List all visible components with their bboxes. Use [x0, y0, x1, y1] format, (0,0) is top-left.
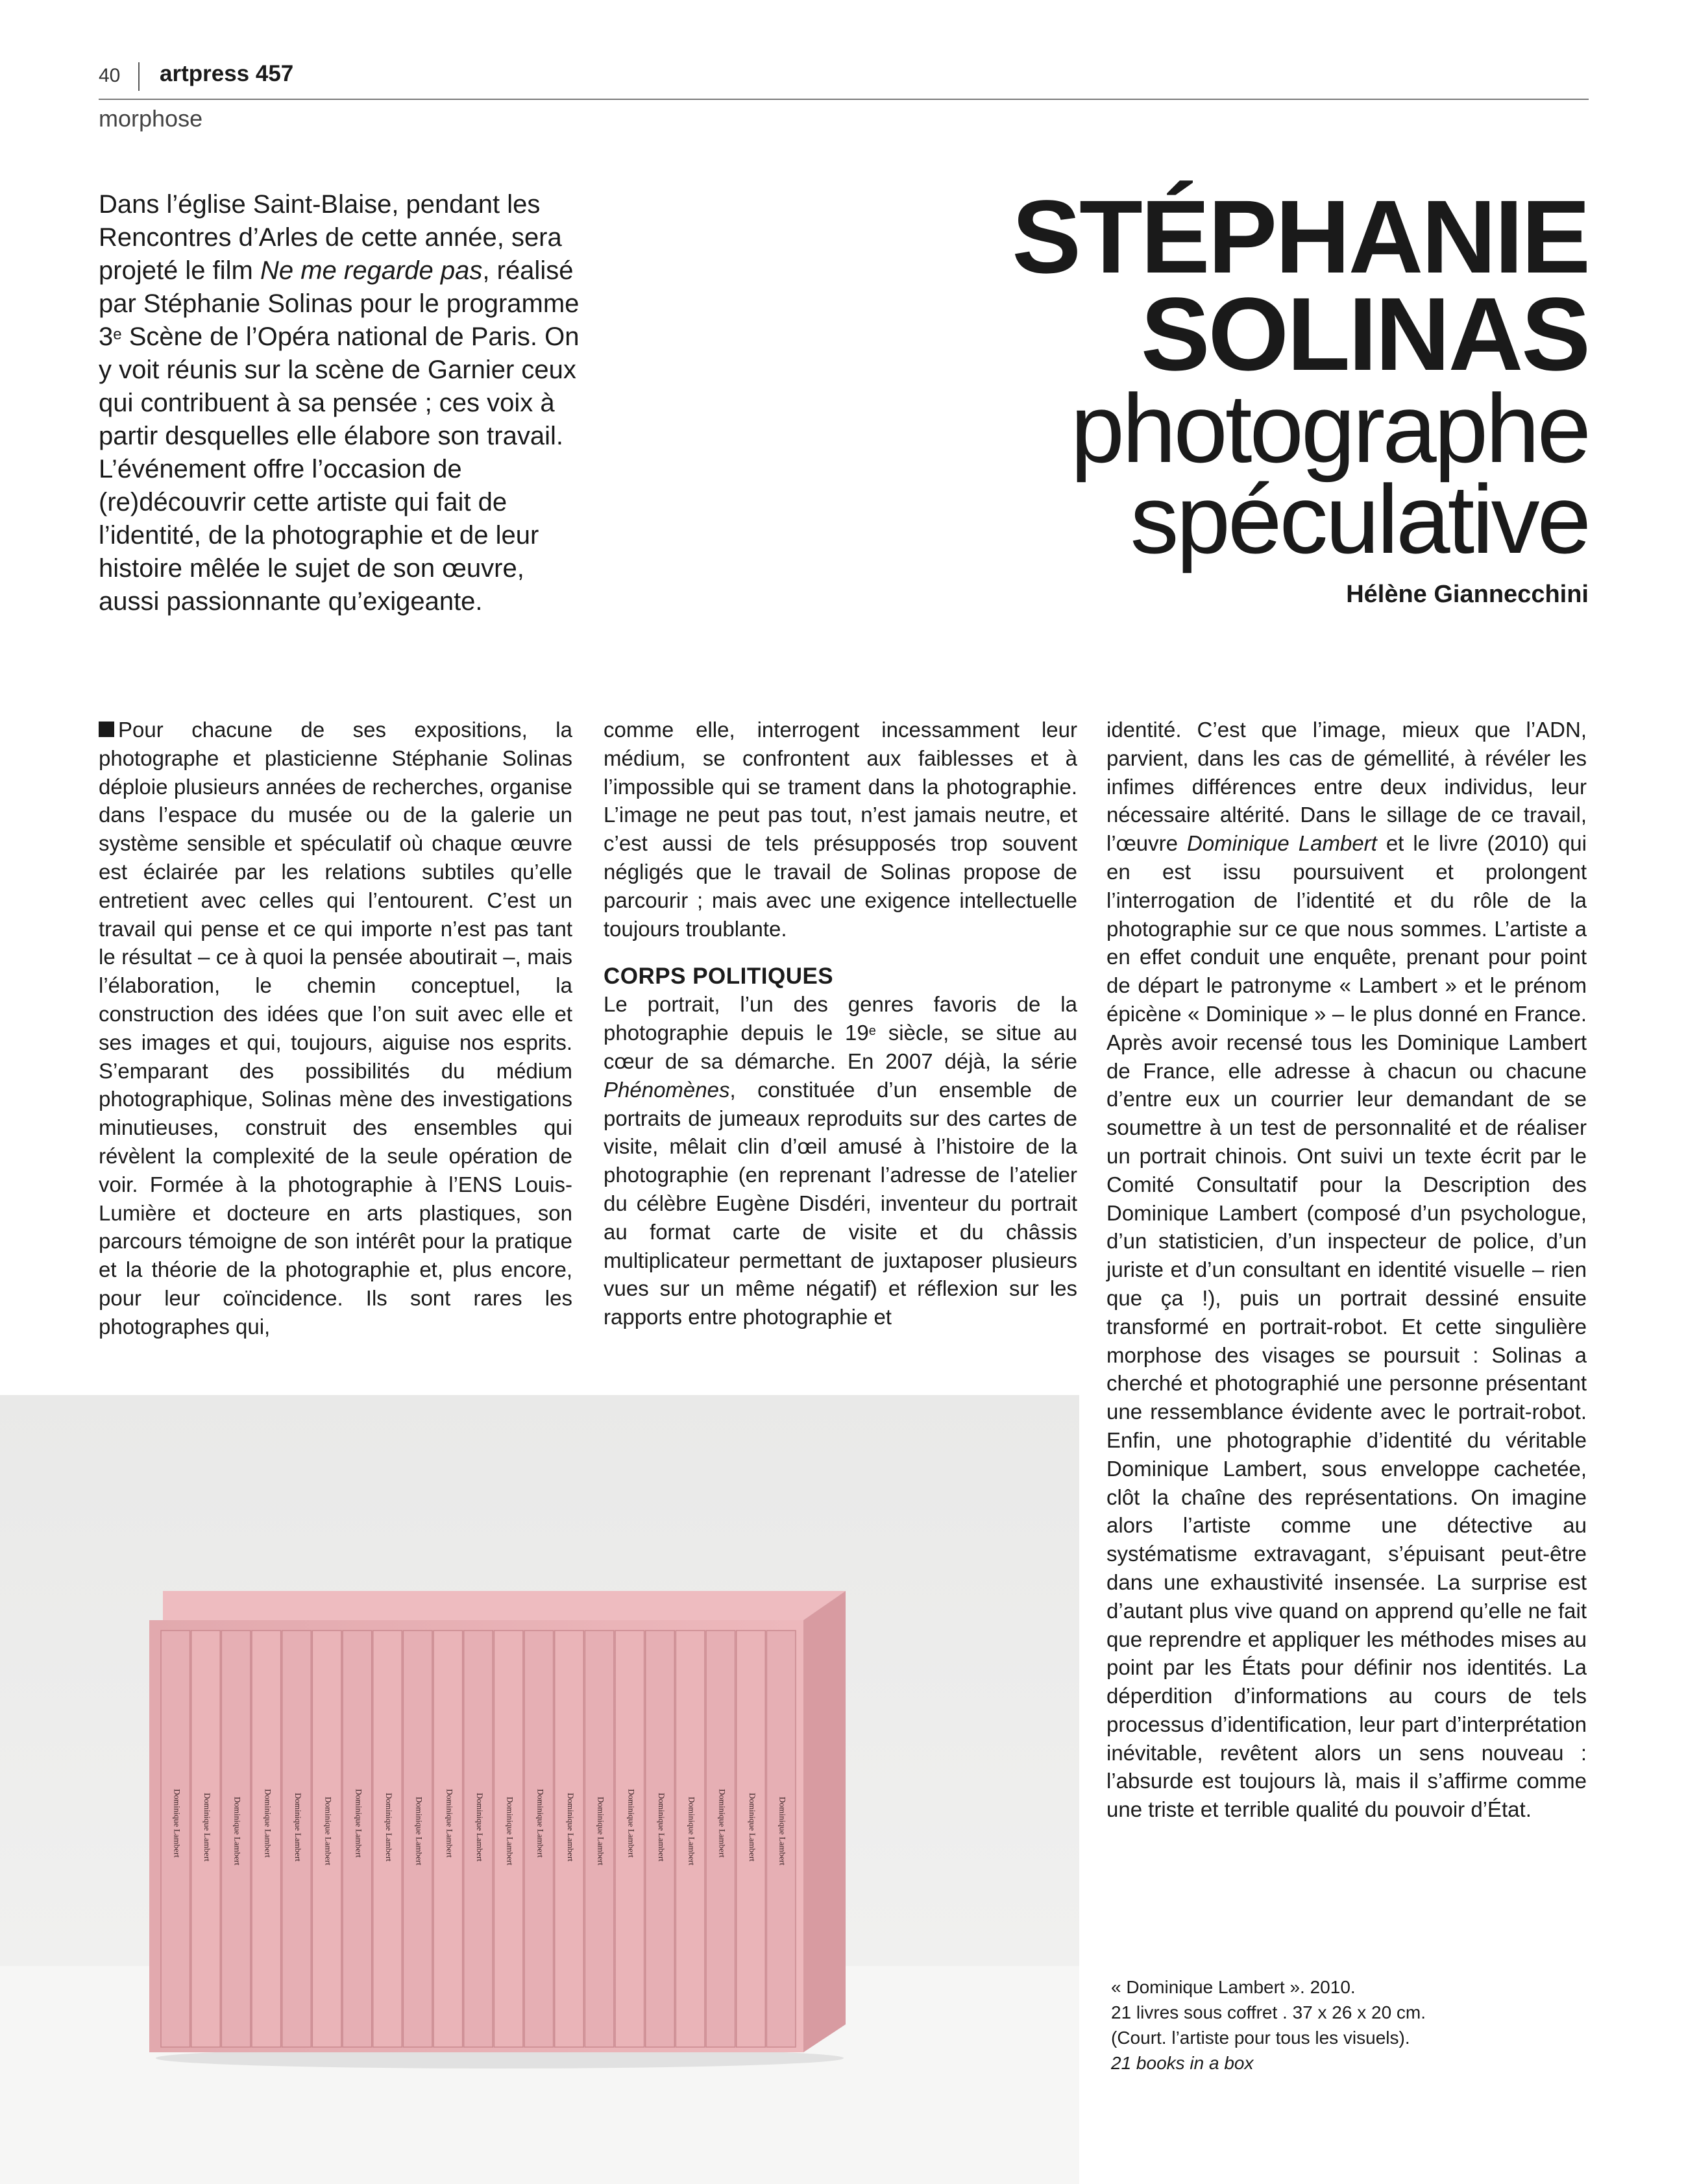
- paragraph-square-icon: [99, 722, 114, 737]
- col3-text-b: et le livre (2010) qui en est issu poursuivent et prolongent l’interrogation de l’identité et du rôle de la photographie sur ce que nous sommes. L’artiste a en effet conduit une enquête, prenant pour point de départ le patronyme « Lambert » et le prénom épicène « Dominique » – le plus donné en France. Après avoir recensé tous les Dominique Lambert de France, elle adresse à chacun ou chacune d’entre eux un courrier leur demandant de se soumettre à un test de personnalité et de réaliser un portrait chinois. Ont suivi un texte écrit par le Comité Consultatif pour la Description des Dominique Lambert (composé d’un psychologue, d’un statisticien, d’un inspecteur de police, d’un juriste et d’un consultant en identité visuelle – rien que ça !), puis un portrait dessiné ensuite transformé en portrait-robot. Et cette singulière morphose des visages se poursuit : Solinas a cherché et photographié une personne présentant une ressemblance évidente avec le portrait-robot. Enfin, une photographie d’identité du véritable Dominique Lambert, sous enveloppe cachetée, clôt la chaîne des représentations. On imagine alors l’artiste comme une détective au systématisme extravagant, s’épuisant peut-être dans une exhaustivité insensée. La surprise est d’autant plus vive quand on apprend qu’elle ne fait que reprendre et appliquer les méthodes mises au point par les États pour définir nos identités. La déperdition d’informations au cours de tels processus d’identification, leur part d’interprétation inévitable, revêtent alors un sens nouveau : l’absurde est toujours là, mais il s’affirme comme une triste et terrible qualité du pouvoir d’État.: [1106, 831, 1587, 1822]
- col2-paragraph-1: comme elle, interrogent incessamment leur médium, se confrontent aux faiblesses et à l’impossible qui se trament dans la photographie. L’image ne peut pas tout, n’est jamais neutre, et c’est aussi de tels présupposés trop souvent négligés que le travail de Solinas propose de parcourir ; mais avec une exigence intellectuelle toujours troublante.: [604, 718, 1077, 941]
- spine-label: Dominique Lambert: [445, 1789, 455, 1858]
- col2-paragraph-2: [604, 990, 1077, 1331]
- spine-label: Dominique Lambert: [263, 1789, 273, 1858]
- photo-caption: [1111, 1974, 1426, 2076]
- subtitle-line-2: spéculative: [1130, 465, 1589, 574]
- intro-text-1: Dans l’église Saint-Blaise, pendant les Rencontres d’Arles de cette année, sera projeté le film: [99, 190, 562, 285]
- book-spines: [161, 1631, 796, 2047]
- artwork-photo: [0, 1395, 1079, 2184]
- spine-label: Dominique Lambert: [354, 1789, 364, 1858]
- spine-label: Dominique Lambert: [657, 1793, 667, 1862]
- body-column-3: [1106, 716, 1587, 1824]
- body-column-1: [99, 716, 572, 1341]
- spine-label: Dominique Lambert: [748, 1793, 758, 1862]
- spine-label: Dominique Lambert: [414, 1797, 424, 1865]
- spine-label: Dominique Lambert: [232, 1797, 243, 1865]
- spine-label: Dominique Lambert: [626, 1789, 637, 1858]
- col3-text-a: identité. C’est que l’image, mieux que l’ADN, parvient, dans les cas de gémellité, à révéler les infimes différences entre deux individus, leur nécessaire altérité. Dans le sillage de ce travail, l’œuvre: [1106, 718, 1587, 856]
- spine-label: Dominique Lambert: [717, 1789, 727, 1858]
- body-column-2: [604, 716, 1077, 1331]
- intro-film-title: Ne me regarde pas: [260, 256, 483, 285]
- spine-label: Dominique Lambert: [172, 1789, 182, 1858]
- caption-line-3: (Court. l’artiste pour tous les visuels).: [1111, 2028, 1410, 2048]
- header-rule: [99, 99, 1589, 100]
- intro-text-2: , réalisé par Stéphanie Solinas pour le programme 3: [99, 256, 580, 351]
- section-label: morphose: [99, 105, 203, 132]
- caption-line-1: « Dominique Lambert ». 2010.: [1111, 1977, 1356, 1997]
- spine-label: Dominique Lambert: [596, 1797, 606, 1865]
- spine-label: Dominique Lambert: [475, 1793, 485, 1862]
- spine-label: Dominique Lambert: [535, 1789, 546, 1858]
- col2-ordinal: e: [868, 1024, 876, 1039]
- spine-label: Dominique Lambert: [384, 1793, 395, 1862]
- article-title: [1012, 178, 1589, 574]
- box-side: [803, 1591, 846, 2052]
- magazine-title: artpress 457: [160, 61, 294, 86]
- page-number: 40: [99, 65, 121, 86]
- caption-line-4: [1111, 2050, 1426, 2076]
- author-byline: Hélène Giannecchini: [1346, 581, 1589, 608]
- col1-text: Pour chacune de ses expositions, la photographe et plasticienne Stéphanie Solinas déploie plusieurs années de recherches, organise dans l’espace du musée ou de la galerie un système sensible et spéculatif où chaque œuvre est éclairée par les relations subtiles qu’elle entretient avec celles qui l’entourent. C’est un travail qui pense et ce qui importe n’est pas tant le résultat – ce à quoi la pensée aboutirait –, mais l’élaboration, le chemin conceptuel, la construction des idées que l’on suit avec elle et ses images et qui, toujours, aiguise nos esprits. S’emparant des possibilités du médium photographique, Solinas mène des investigations minutieuses, construit des ensembles qui révèlent la complexité de la seule opération de voir. Formée à la photographie à l’ENS Louis-Lumière et docteure en arts plastiques, son parcours témoigne de son intérêt pour la pratique et la théorie de la photographie et, plus encore, pour leur coïncidence. Ils sont rares les photographes qui,: [99, 718, 572, 1339]
- section-heading: CORPS POLITIQUES: [604, 964, 834, 989]
- spine-label: Dominique Lambert: [323, 1797, 334, 1865]
- title-line-1: STÉPHANIE: [1012, 178, 1589, 295]
- spine-label: Dominique Lambert: [505, 1797, 515, 1865]
- caption-translation: 21 books in a box: [1111, 2053, 1254, 2073]
- col2-p2-text-b: siècle, se situe au cœur de sa démarche. En 2007 déjà, la série: [604, 1021, 1077, 1073]
- series-title: Phénomènes: [604, 1077, 730, 1102]
- caption-line-2: 21 livres sous coffret . 37 x 26 x 20 cm.: [1111, 2002, 1426, 2022]
- title-line-2: SOLINAS: [1140, 276, 1589, 392]
- spine-label: Dominique Lambert: [777, 1797, 788, 1865]
- box-top: [163, 1591, 846, 1620]
- intro-text-3: Scène de l’Opéra national de Paris. On y voit réunis sur la scène de Garnier ceux qui contribuent à sa pensée ; ces voix à partir desquelles elle élabore son travail. L’événement offre l’occasion de (re)découvrir cette artiste qui fait de l’identité, de la photographie et de leur histoire mêlée le sujet de son œuvre, aussi passionnante qu’exigeante.: [99, 322, 580, 616]
- col2-p2-text-c: , constituée d’un ensemble de portraits de jumeaux reproduits sur des cartes de visite, mêlait clin d’œil amusé à l’histoire de la photographie (en reprenant l’adresse de l’atelier du célèbre Eugène Disdéri, inventeur du portrait au format carte de visite et du châssis multiplicateur permettant de juxtaposer plusieurs vues sur un même négatif) et réflexion sur les rapports entre photographie et: [604, 1077, 1077, 1329]
- spine-label: Dominique Lambert: [202, 1793, 213, 1862]
- spine-label: Dominique Lambert: [687, 1797, 697, 1865]
- subtitle-line-1: photographe: [1070, 374, 1589, 483]
- header-divider: [138, 62, 140, 91]
- col2-p2-text-a: Le portrait, l’un des genres favoris de la photographie depuis le 19: [604, 992, 1077, 1045]
- intro-paragraph: [99, 188, 592, 618]
- work-title: Dominique Lambert: [1187, 831, 1377, 856]
- spine-label: Dominique Lambert: [566, 1793, 576, 1862]
- spine-label: Dominique Lambert: [293, 1793, 304, 1862]
- intro-ordinal: e: [113, 326, 122, 343]
